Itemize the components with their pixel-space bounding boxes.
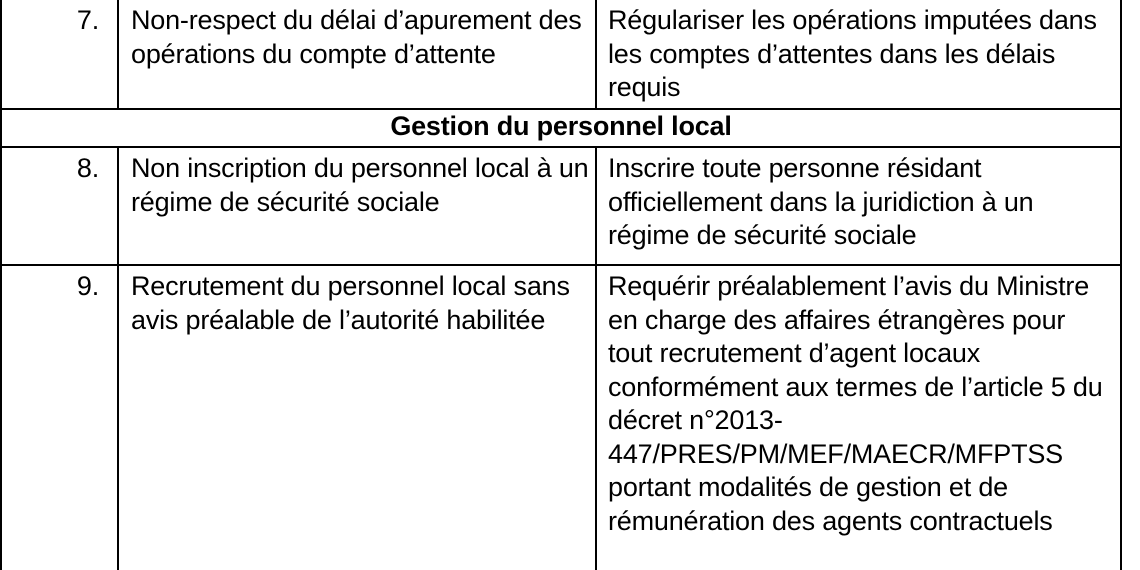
section-title: Gestion du personnel local (1, 109, 1121, 147)
table-row (1, 265, 1121, 570)
table-row (1, 147, 1121, 265)
issue-cell: Non-respect du délai d’apurement des opérations du compte d’attente (118, 0, 596, 109)
recommendation-cell: Inscrire toute personne résidant officiellement dans la juridiction à un régime de sécurité sociale (596, 147, 1121, 265)
row-number: 9. (1, 265, 118, 570)
row-number: 7. (1, 0, 118, 109)
issue-cell: Non inscription du personnel local à un régime de sécurité sociale (118, 147, 596, 265)
recommendation-cell: Régulariser les opérations imputées dans les comptes d’attentes dans les délais requis (596, 0, 1121, 109)
section-row (1, 109, 1121, 147)
table-row (1, 0, 1121, 109)
issue-cell: Recrutement du personnel local sans avis préalable de l’autorité habilitée (118, 265, 596, 570)
recommendation-cell: Requérir préalablement l’avis du Ministre en charge des affaires étrangères pour tout recrutement d’agent locaux conformément aux termes de l’article 5 du décret n°2013-447/PRES/PM/MEF/MAECR/MFPTSS portant modalités de gestion et de rémunération des agents contractuels (596, 265, 1121, 570)
row-number: 8. (1, 147, 118, 265)
